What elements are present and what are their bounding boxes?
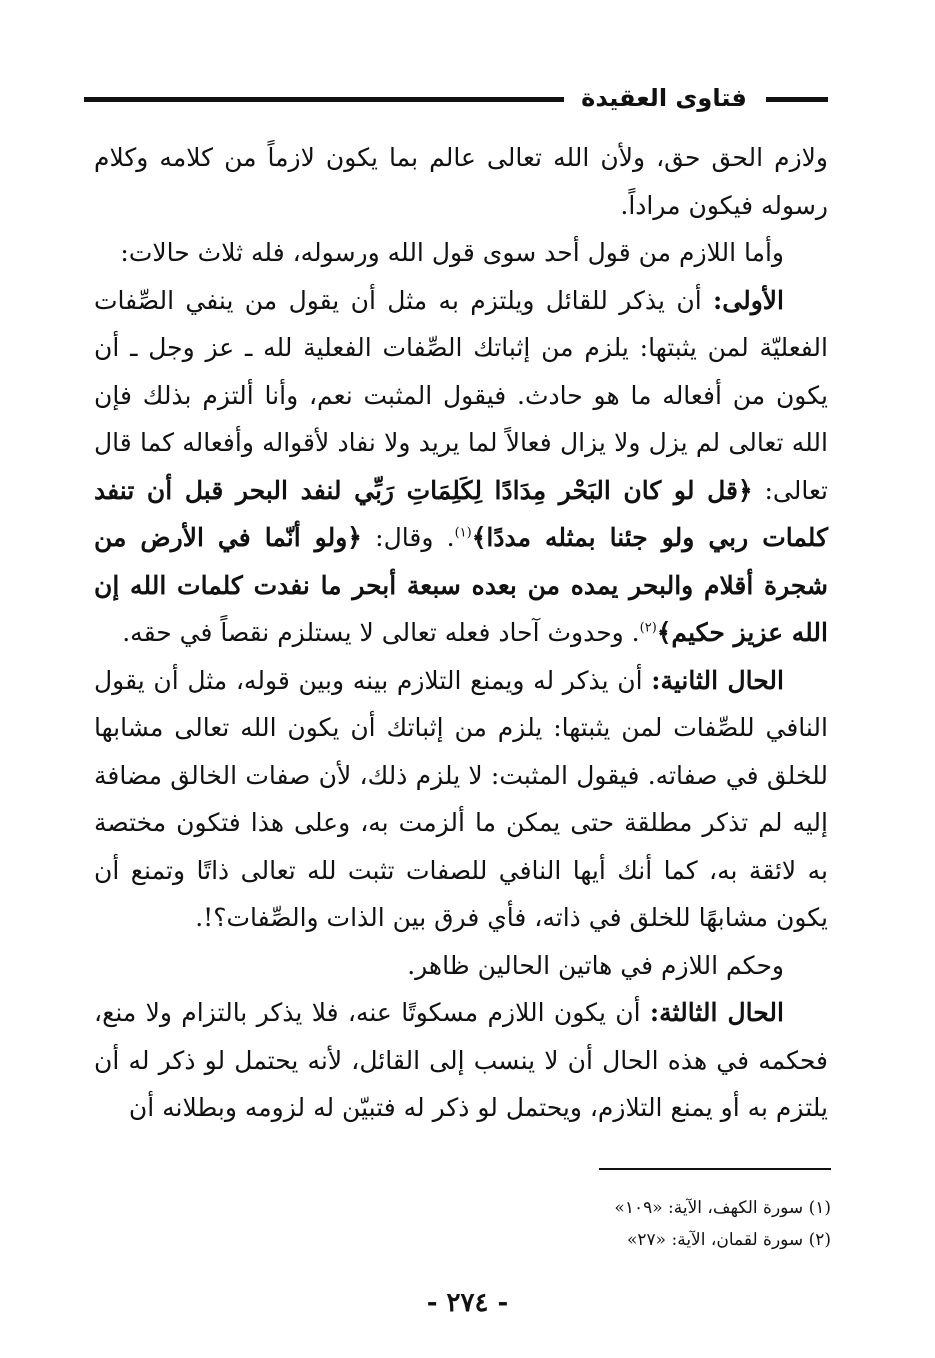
first-case-text-3: . وحدوث آحاد فعله تعالى لا يستلزم نقصاً في حقه.: [122, 618, 640, 647]
case-label-third: الحال الثالثة:: [649, 998, 784, 1027]
quran-quote-1: ﴿قل لو كان البَحْر مِدَادًا لِكَلِمَاتِ رَبِّي لنفد البحر قبل أن تنفد كلمات ربي ولو جئنا بمثله مددًا﴾: [94, 475, 828, 552]
paragraph-ruling: وحكم اللازم في هاتين الحالين ظاهر.: [407, 950, 784, 980]
second-case-text: أن يذكر له ويمنع التلازم بينه وبين قوله، مثل أن يقول النافي للصِّفات لمن يثبتها: يلزم من إثباتك أن يكون الله تعالى مشابها للخلق في صفاته. فيقول المثبت: لا يلزم ذلك، لأن صفات الخالق مضافة إليه لم تذكر مطلقة حتى يمكن ما ألزمت به، وعلى هذا فتكون مختصة به لائقة به، كما أنك أيها النافي للصفات تثبت لله تعالى ذاتًا وتمنع أن يكون مشابهًا للخلق في ذاته، فأي فرق بين الذات والصِّفات؟!.: [94, 665, 828, 932]
footnote-ref-2: (٢): [639, 620, 657, 636]
running-header: [84, 78, 828, 118]
paragraph-first-case: [94, 277, 828, 657]
page-body: [94, 134, 828, 1132]
first-case-text-2: . وقال:: [361, 523, 455, 552]
case-label-second: الحال الثانية:: [651, 665, 784, 695]
footnote-separator: [599, 1168, 831, 1170]
footnote-1: (١) سورة الكهف، الآية: «١٠٩»: [614, 1198, 831, 1218]
third-case-text: أن يكون اللازم مسكوتًا عنه، فلا يذكر بالتزام ولا منع، فحكمه في هذه الحال أن لا ينسب إلى القائل، لأنه يحتمل لو ذكر له أن يلتزم به أو يمنع التلازم، ويحتمل لو ذكر له فتبيّن له لزومه وبطلانه أن: [94, 998, 828, 1122]
paragraph-second-case: [94, 657, 828, 942]
first-case-text-1: أن يذكر للقائل ويلتزم به مثل أن يقول من ينفي الصِّفات الفعليّة لمن يثبتها: يلزم من إثباتك الصِّفات الفعلية لله ـ عز وجل ـ أن يكون من أفعاله ما هو حادث. فيقول المثبت نعم، وأنا ألتزم بذلك فإن الله تعالى لم يزل ولا يزال فعالاً لما يريد ولا نفاد لأقواله وأفعاله كما قال تعالى:: [94, 285, 828, 505]
header-rule-left: [84, 97, 564, 102]
header-rule-right: [766, 97, 828, 102]
header-title: فتاوى العقيدة: [581, 84, 747, 112]
paragraph-third-case: [94, 989, 828, 1132]
quran-quote-2: ﴿ولو أنّما في الأرض من شجرة أقلام والبحر يمده من بعده سبعة أبحر ما نفدت كلمات الله إن الله عزيز حكيم﴾: [94, 523, 828, 647]
footnotes: [431, 1192, 831, 1256]
footnote-2: (٢) سورة لقمان، الآية: «٢٧»: [627, 1230, 831, 1250]
paragraph-2: وأما اللازم من قول أحد سوى قول الله ورسوله، فله ثلاث حالات:: [120, 238, 784, 267]
case-label-first: الأولى:: [713, 285, 784, 315]
paragraph-1: ولازم الحق حق، ولأن الله تعالى عالم بما يكون لازماً من كلامه وكلام رسوله فيكون مراداً.: [94, 143, 828, 220]
page-number: - ٢٧٤ -: [426, 1288, 509, 1318]
footnote-ref-1: (١): [454, 525, 472, 541]
